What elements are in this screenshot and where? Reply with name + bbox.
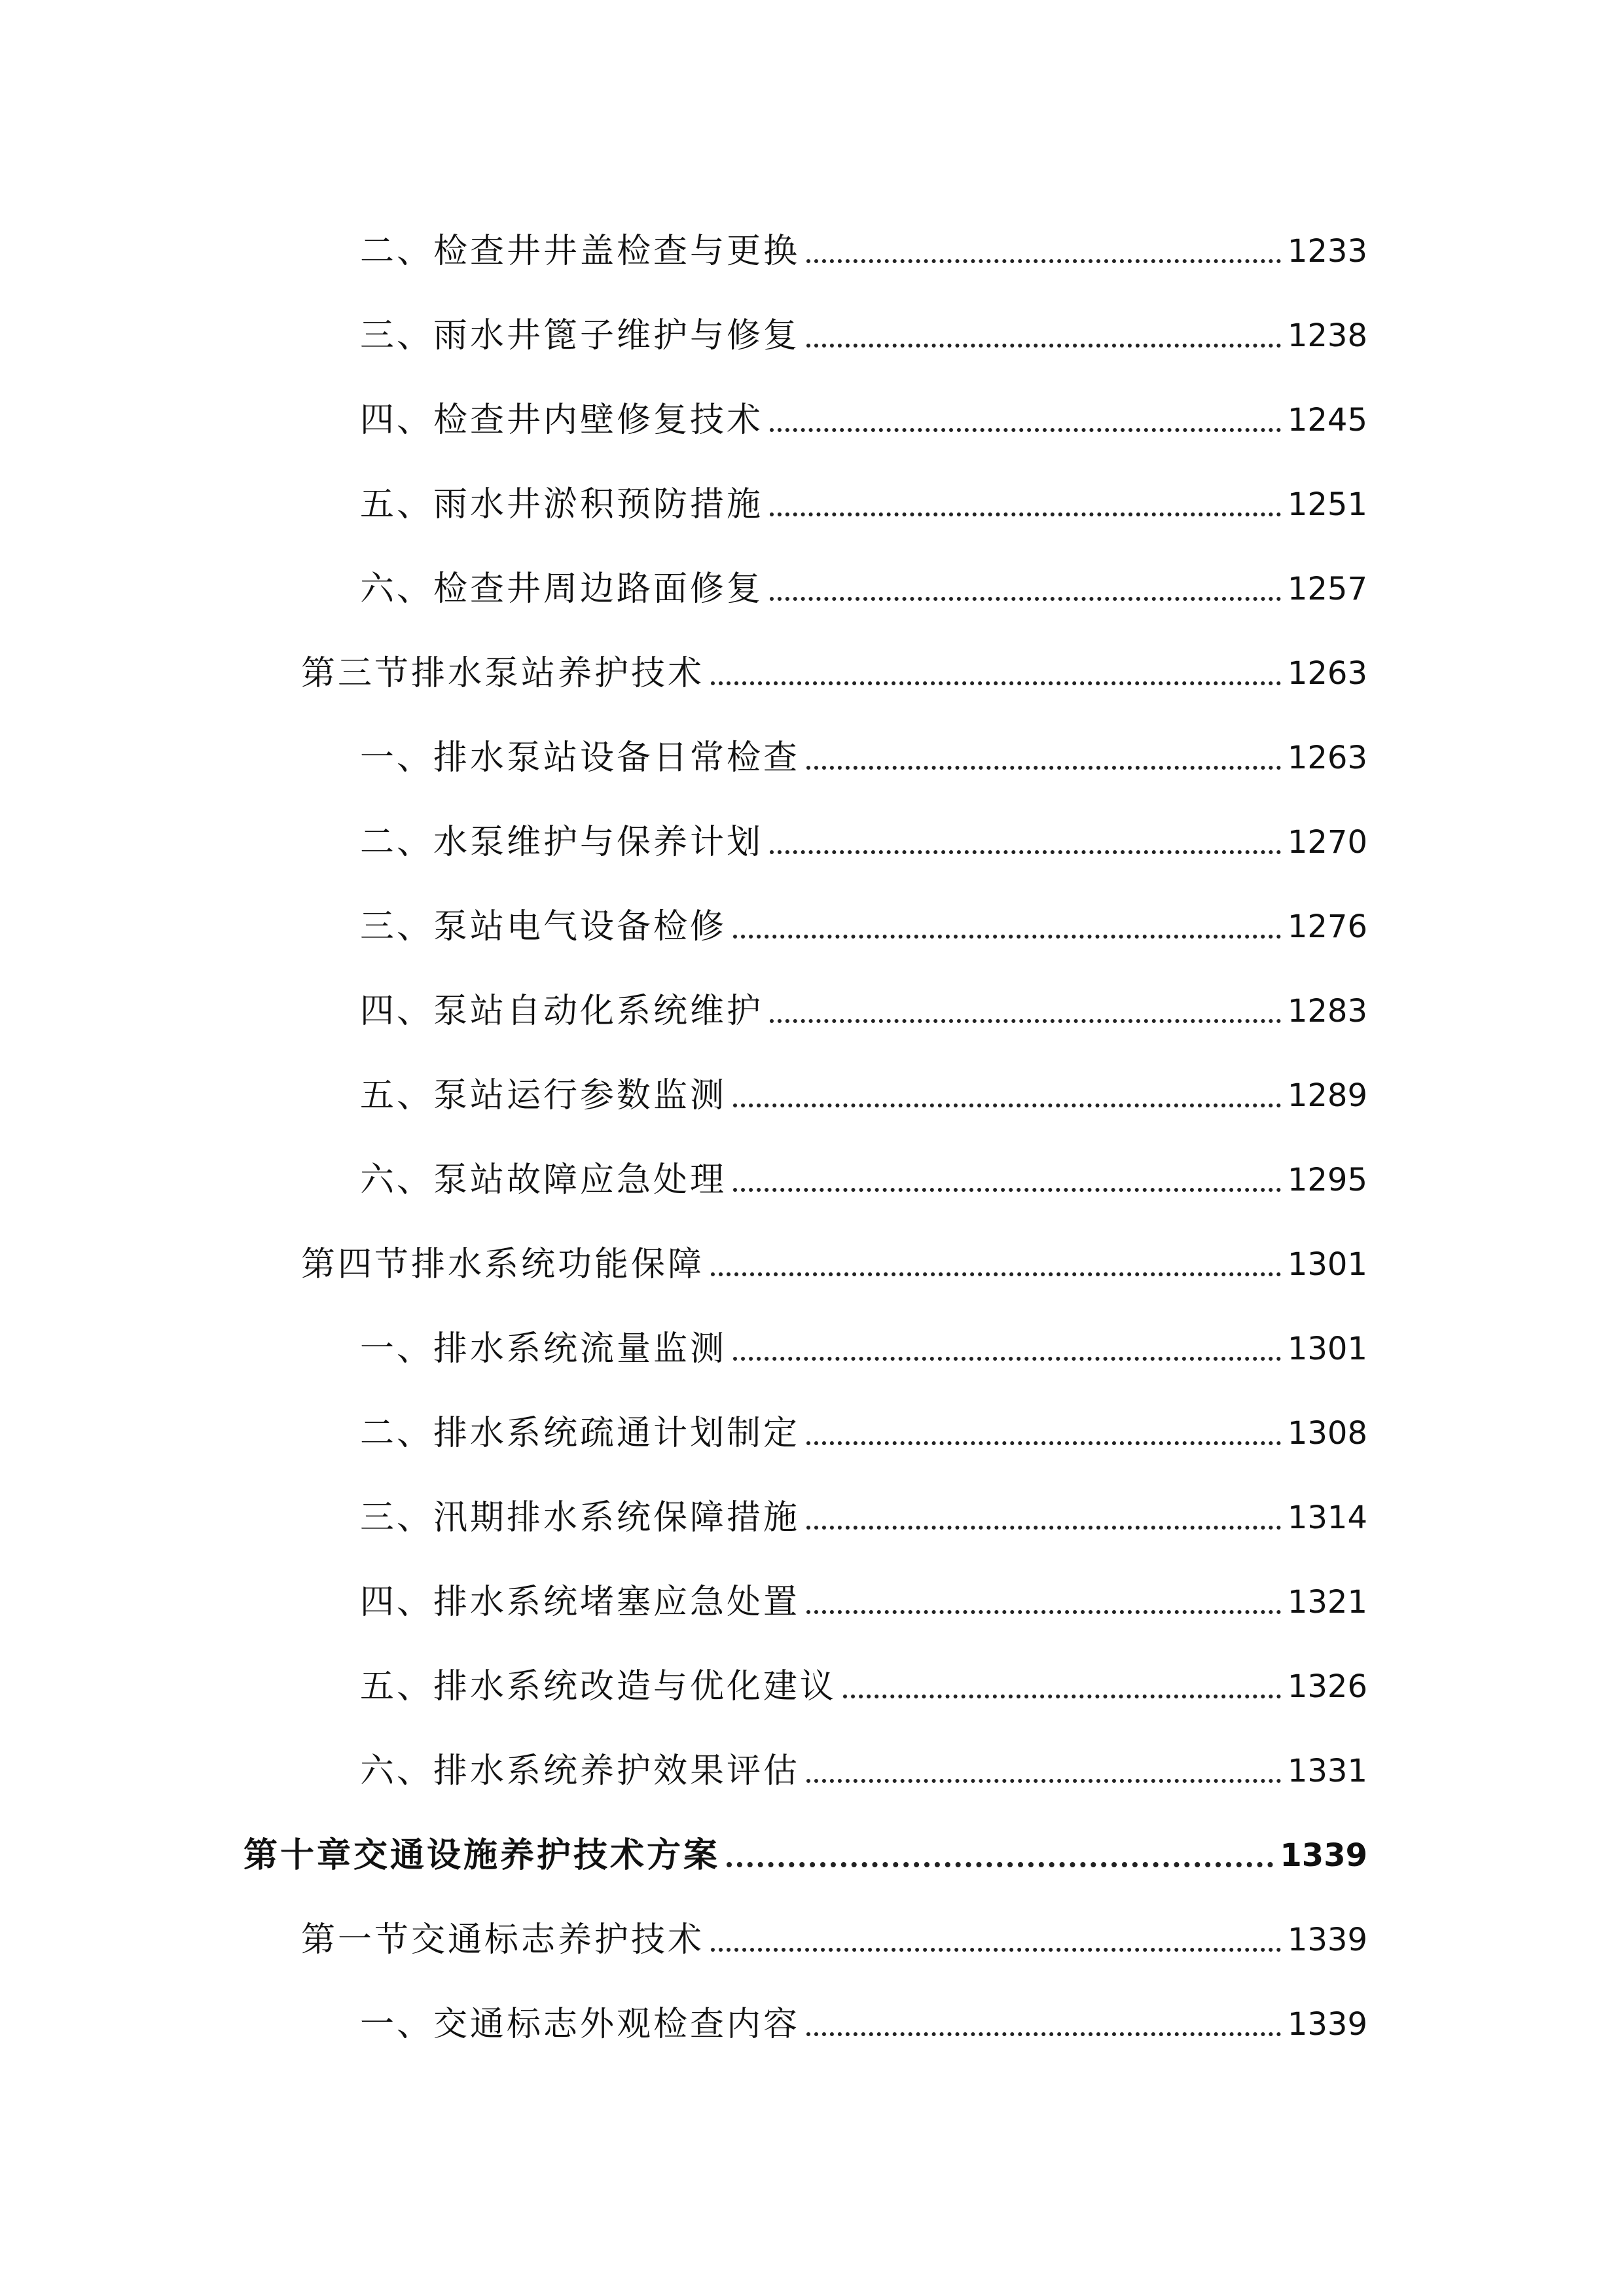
toc-entry[interactable]: [360, 1982, 1367, 2044]
toc-entry-page-number: 1339: [1280, 1837, 1367, 1874]
toc-entry-title: 二、排水系统疏通计划制定: [360, 1414, 801, 1453]
toc-dot-leader: [733, 1357, 1281, 1361]
toc-dot-leader: [806, 1610, 1281, 1614]
toc-entry-page-number: 1251: [1287, 486, 1367, 523]
toc-dot-leader: [806, 1526, 1281, 1530]
toc-entry-page-number: 1301: [1287, 1246, 1367, 1283]
toc-entry-page-number: 1339: [1287, 1922, 1367, 1958]
toc-entry[interactable]: [360, 1138, 1367, 1200]
toc-entry[interactable]: [360, 885, 1367, 944]
toc-entry-title: 五、泵站运行参数监测: [360, 1076, 727, 1115]
toc-entry[interactable]: [360, 1560, 1367, 1622]
toc-entry-page-number: 1276: [1287, 908, 1367, 945]
toc-entry-title: 一、交通标志外观检查内容: [360, 2005, 801, 2044]
toc-entry-title: 五、排水系统改造与优化建议: [360, 1667, 837, 1706]
toc-entry-title: 四、检查井内壁修复技术: [360, 401, 764, 440]
toc-entry-page-number: 1331: [1287, 1753, 1367, 1789]
toc-entry-page-number: 1263: [1287, 655, 1367, 692]
toc-entry-title: 三、雨水井篦子维护与修复: [360, 316, 801, 355]
toc-entry[interactable]: [360, 547, 1367, 609]
toc-dot-leader: [806, 1441, 1281, 1445]
toc-entry[interactable]: [360, 1476, 1367, 1535]
toc-entry-page-number: 1308: [1287, 1415, 1367, 1452]
toc-entry-page-number: 1257: [1287, 571, 1367, 607]
toc-entry-title: 六、泵站故障应急处理: [360, 1160, 727, 1200]
toc-entry[interactable]: [360, 209, 1367, 271]
toc-entry[interactable]: [301, 1898, 1367, 1960]
toc-dot-leader: [806, 259, 1281, 263]
toc-entry[interactable]: [244, 1814, 1367, 1873]
toc-entry-page-number: 1270: [1287, 824, 1367, 861]
toc-entry-page-number: 1283: [1287, 993, 1367, 1030]
toc-dot-leader: [711, 1272, 1281, 1276]
toc-entry[interactable]: [360, 463, 1367, 522]
toc-entry-title: 三、泵站电气设备检修: [360, 907, 727, 946]
toc-entry[interactable]: [360, 1729, 1367, 1791]
toc-entry-title: 第四节排水系统功能保障: [301, 1245, 705, 1284]
toc-dot-leader: [770, 1019, 1281, 1023]
toc-entry[interactable]: [360, 1307, 1367, 1369]
toc-entry-title: 第十章交通设施养护技术方案: [244, 1835, 721, 1875]
toc-dot-leader: [806, 766, 1281, 770]
toc-entry-title: 四、排水系统堵塞应急处置: [360, 1583, 801, 1622]
toc-dot-leader: [733, 1103, 1281, 1107]
toc-dot-leader: [806, 1779, 1281, 1783]
toc-entry[interactable]: [360, 1645, 1367, 1704]
toc-entry-title: 六、排水系统养护效果评估: [360, 1751, 801, 1791]
toc-entry-title: 五、雨水井淤积预防措施: [360, 485, 764, 524]
toc-entry-title: 一、排水泵站设备日常检查: [360, 738, 801, 778]
toc-dot-leader: [806, 344, 1281, 348]
toc-entry[interactable]: [301, 1223, 1367, 1282]
toc-entry-page-number: 1238: [1287, 317, 1367, 354]
toc-entry[interactable]: [301, 632, 1367, 691]
toc-entry-page-number: 1339: [1287, 2006, 1367, 2043]
toc-dot-leader: [727, 1862, 1273, 1867]
toc-entry-page-number: 1326: [1287, 1668, 1367, 1705]
toc-entry-title: 三、汛期排水系统保障措施: [360, 1498, 801, 1537]
toc-entry-title: 六、检查井周边路面修复: [360, 569, 764, 609]
toc-entry-title: 二、水泵维护与保养计划: [360, 823, 764, 862]
toc-dot-leader: [806, 2032, 1281, 2036]
toc-entry-title: 四、泵站自动化系统维护: [360, 992, 764, 1031]
toc-entry[interactable]: [360, 378, 1367, 440]
toc-entry-page-number: 1233: [1287, 233, 1367, 270]
toc-entry-title: 一、排水系统流量监测: [360, 1329, 727, 1369]
toc-entry-page-number: 1314: [1287, 1499, 1367, 1536]
toc-dot-leader: [711, 1948, 1281, 1952]
toc-entry[interactable]: [360, 969, 1367, 1031]
toc-entry-page-number: 1263: [1287, 740, 1367, 776]
toc-entry[interactable]: [360, 294, 1367, 353]
toc-entry-page-number: 1301: [1287, 1331, 1367, 1367]
toc-entry-title: 第三节排水泵站养护技术: [301, 654, 705, 693]
toc-dot-leader: [733, 935, 1281, 939]
toc-dot-leader: [770, 597, 1281, 601]
toc-entry-title: 二、检查井井盖检查与更换: [360, 232, 801, 271]
toc-dot-leader: [770, 512, 1281, 516]
toc-dot-leader: [711, 681, 1281, 685]
toc-dot-leader: [843, 1695, 1281, 1698]
toc-entry[interactable]: [360, 1054, 1367, 1113]
toc-entry[interactable]: [360, 716, 1367, 778]
toc-entry[interactable]: [360, 800, 1367, 862]
toc-entry-title: 第一节交通标志养护技术: [301, 1920, 705, 1960]
toc-dot-leader: [770, 428, 1281, 432]
toc-entry-page-number: 1245: [1287, 402, 1367, 439]
toc-entry-page-number: 1295: [1287, 1162, 1367, 1198]
toc-dot-leader: [733, 1188, 1281, 1192]
toc-entry-page-number: 1289: [1287, 1077, 1367, 1114]
toc-entry[interactable]: [360, 1391, 1367, 1453]
toc-dot-leader: [770, 850, 1281, 854]
toc-entry-page-number: 1321: [1287, 1584, 1367, 1621]
